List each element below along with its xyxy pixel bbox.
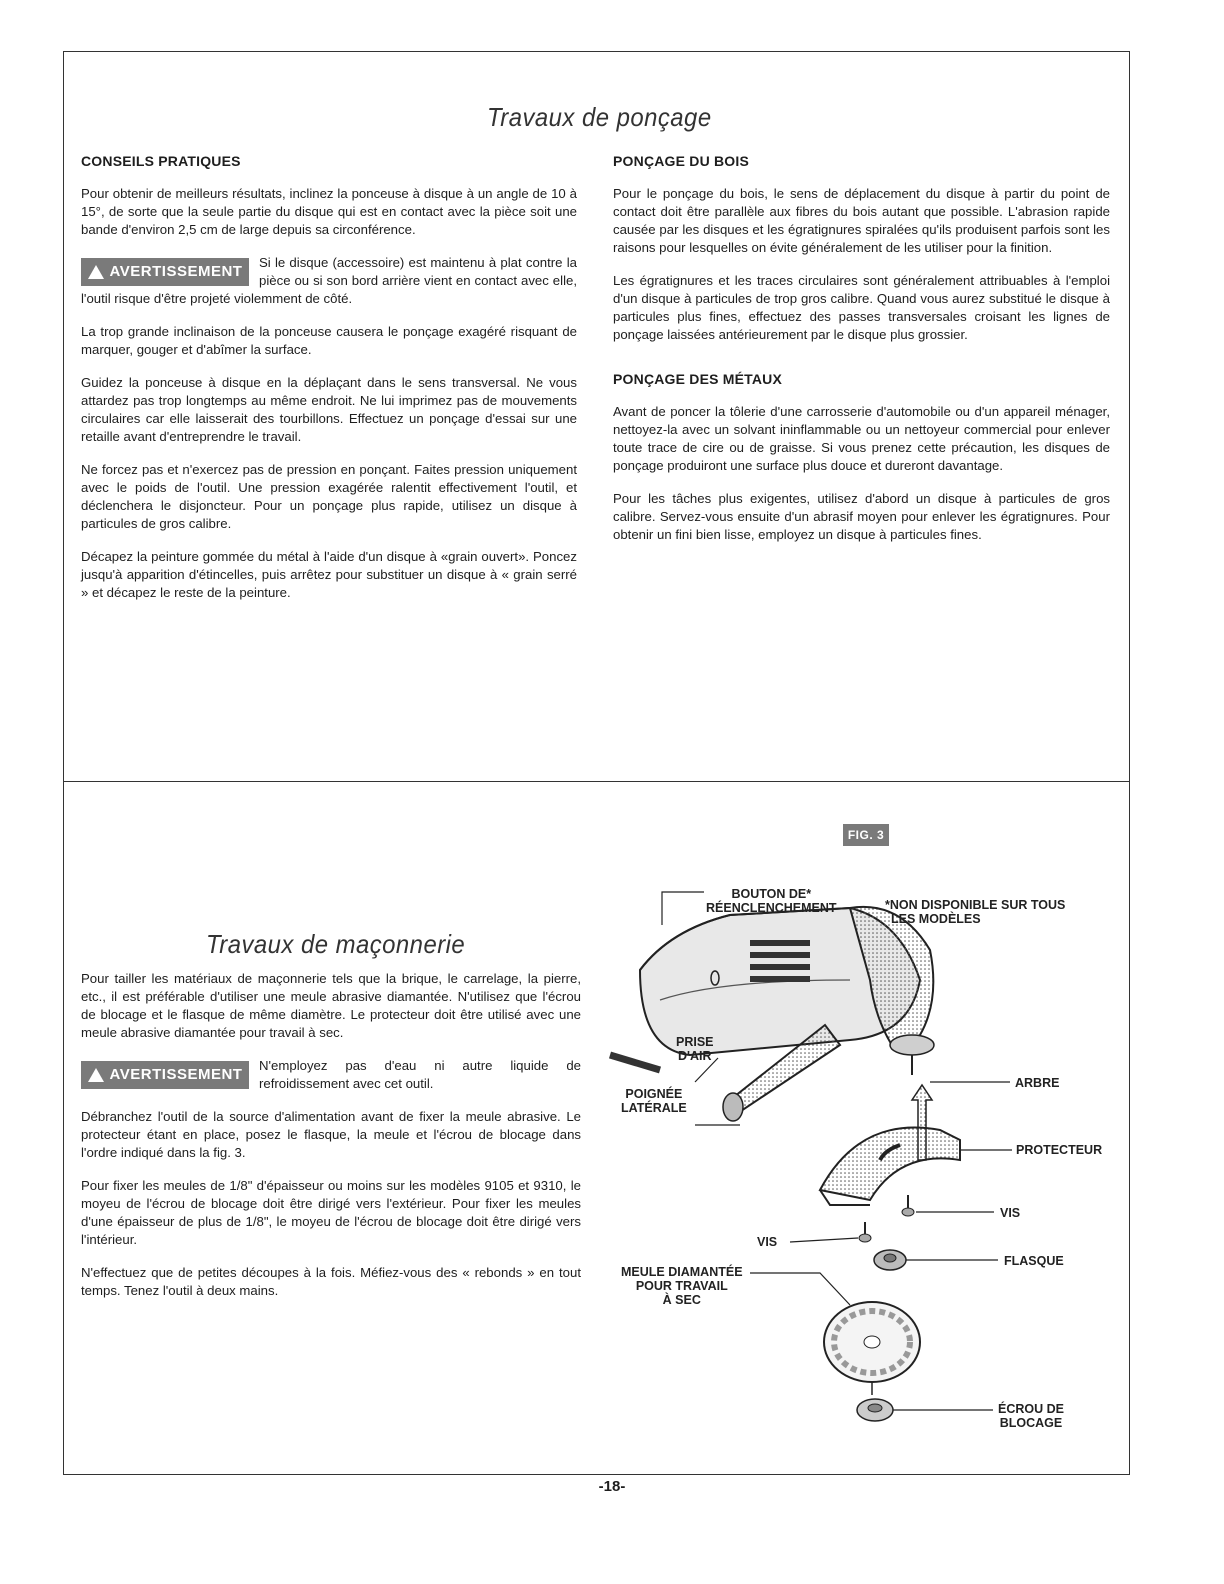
metal-paragraph-1: Avant de poncer la tôlerie d'une carrosserie d'automobile ou d'un appareil ménager, nettoyez-la avec un solvant ininflammable ou un nettoyeur commercial pour enlever toute trace de cire ou de graisse. Si vous prenez cette précaution, les disques de ponçage produiront une surface plus douce et dureront davantage. [613, 404, 1110, 473]
metal-heading: PONÇAGE DES MÉTAUX [613, 371, 783, 387]
warning-triangle-icon [88, 1068, 104, 1082]
air-intake-label-line-1: PRISE [676, 1035, 714, 1049]
sanding-left-column [81, 152, 577, 617]
masonry-title: Travaux de maçonnerie [206, 929, 466, 959]
diamond-wheel-label-line-2: POUR TRAVAIL [635, 1279, 728, 1293]
masonry-column [81, 970, 581, 1315]
screw-left-icon [859, 1222, 871, 1242]
reset-button-label-line-2: RÉENCLENCHEMENT [706, 901, 837, 915]
warning-badge-label: AVERTISSEMENT [109, 1066, 243, 1083]
lock-nut-icon [857, 1399, 893, 1421]
side-handle-label-line-2: LATÉRALE [621, 1101, 687, 1115]
lock-nut-label [998, 1402, 1064, 1430]
masonry-paragraph-4: N'effectuez que de petites découpes à la fois. Méfiez-vous des « rebonds » en tout temps. Tenez l'outil à deux mains. [81, 1265, 581, 1298]
figure-badge: FIG. 3 [843, 824, 889, 846]
sanding-warning [81, 254, 577, 308]
tips-paragraph-3: Guidez la ponceuse à disque en la déplaçant dans le sens transversal. Ne vous attardez pas trop longtemps au même endroit. Ne lui imprimez pas de mouvements circulaires car elle laisserait des tourbillons. Effectuez un ponçage d'essai sur une retaille avant d'entreprendre le travail. [81, 375, 577, 444]
side-handle-label [621, 1087, 687, 1115]
warning-text: Si le disque (accessoire) est maintenu à plat contre la pièce ou si son bord arrière vient en contact avec elle, l'outil risque d'être projeté violemment de côté. [81, 255, 577, 306]
tips-paragraph-2: La trop grande inclinaison de la ponceuse causera le ponçage exagéré risquant de marquer, gouger et d'abîmer la surface. [81, 324, 577, 357]
tips-paragraph-5: Décapez la peinture gommée du métal à l'aide d'un disque à «grain ouvert». Poncez jusqu'à apparition d'étincelles, puis arrêtez pour substituer un disque à « grain serré » et décapez le reste de la peinture. [81, 549, 577, 600]
masonry-paragraph-3: Pour fixer les meules de 1/8" d'épaisseur ou moins sur les modèles 9105 et 9310, le moyeu de l'écrou de blocage doit être dirigé vers l'extérieur. Pour fixer les meules d'une épaisseur de plus de 1/8", le moyeu de l'écrou de blocage doit être dirigé vers l'intérieur. [81, 1178, 581, 1247]
wood-paragraph-1: Pour le ponçage du bois, le sens de déplacement du disque à partir du point de contact doit être parallèle aux fibres du bois autant que possible. L'abrasion rapide causée par les disques et les égratignures spiralées qu'ils produisent parfois sont les raisons pour lesquelles on évite généralement de les utiliser pour la finition. [613, 186, 1110, 255]
warning-badge [81, 1061, 249, 1089]
diamond-wheel-label-line-3: À SEC [662, 1293, 701, 1307]
sanding-title: Travaux de ponçage [487, 102, 712, 132]
warning-badge-label: AVERTISSEMENT [109, 263, 243, 280]
availability-note-line-2: LES MODÈLES [891, 912, 981, 926]
warning-badge [81, 258, 249, 286]
flange-label: FLASQUE [1004, 1254, 1064, 1268]
warning-triangle-icon [88, 265, 104, 279]
reset-button-label-line-1: BOUTON DE* [731, 887, 812, 901]
tips-paragraph-1: Pour obtenir de meilleurs résultats, inclinez la ponceuse à disque à un angle de 10 à 15°, de sorte que la seule partie du disque qui est en contact avec la pièce soit une bande d'environ 2,5 cm de large depuis sa circonférence. [81, 186, 577, 237]
wood-paragraph-2: Les égratignures et les traces circulaires sont généralement attribuables à l'emploi d'un disque à particules de trop gros calibre. Quand vous aurez substitué le disque à particules plus fines, effectuez des passes transversales croisant les lignes de ponçage laissées antérieurement par le disque plus grossier. [613, 273, 1110, 342]
availability-note [885, 898, 1065, 926]
diamond-wheel-label-line-1: MEULE DIAMANTÉE [621, 1265, 743, 1279]
masonry-paragraph-1: Pour tailler les matériaux de maçonnerie tels que la brique, le carrelage, la pierre, etc., il est préférable d'utiliser une meule abrasive diamantée. N'utilisez que l'écrou de blocage et le flasque de même diamètre. Le protecteur doit être utilisé avec une meule abrasive diamantée pour travail à sec. [81, 971, 581, 1040]
screw-right-label: VIS [1000, 1206, 1021, 1220]
side-handle-label-line-1: POIGNÉE [625, 1087, 683, 1101]
sanding-right-column [613, 152, 1110, 559]
warning-text: N'employez pas d'eau ni autre liquide de refroidissement avec cet outil. [259, 1058, 581, 1091]
masonry-warning [81, 1057, 581, 1093]
page-number: -18- [598, 1478, 626, 1495]
availability-note-line-1: *NON DISPONIBLE SUR TOUS [885, 898, 1066, 912]
guard-icon [820, 1128, 960, 1206]
air-intake-label [676, 1035, 714, 1063]
screw-right-icon [902, 1195, 914, 1216]
screw-left-label: VIS [757, 1235, 778, 1249]
section-divider [63, 781, 1130, 782]
grinder-body-icon [640, 907, 934, 1055]
masonry-paragraph-2: Débranchez l'outil de la source d'alimentation avant de fixer la meule abrasive. Le protecteur étant en place, posez le flasque, la meule et l'écrou de blocage dans l'ordre indiqué dans la fig. 3. [81, 1109, 581, 1160]
wood-heading: PONÇAGE DU BOIS [613, 153, 750, 169]
diamond-wheel-icon [824, 1302, 920, 1382]
spindle-label: ARBRE [1015, 1076, 1060, 1090]
tips-heading: CONSEILS PRATIQUES [81, 153, 241, 169]
flange-icon [874, 1250, 906, 1270]
metal-paragraph-2: Pour les tâches plus exigentes, utilisez d'abord un disque à particules de gros calibre. Servez-vous ensuite d'un abrasif moyen pour enlever les égratignures. Pour obtenir un fini bien lisse, employez un disque à particules fines. [613, 491, 1110, 542]
lock-nut-label-line-1: ÉCROU DE [998, 1402, 1064, 1416]
tips-paragraph-4: Ne forcez pas et n'exercez pas de pression en ponçant. Faites pression uniquement avec le poids de l'outil. Une pression exagérée ralentit effectivement l'outil, et déclenchera le disjoncteur. Pour un ponçage plus rapide, utilisez un disque à particules de gros calibre. [81, 462, 577, 531]
lock-nut-label-line-2: BLOCAGE [999, 1416, 1063, 1430]
power-cord-icon [610, 1055, 660, 1070]
guard-label: PROTECTEUR [1016, 1143, 1103, 1157]
reset-button-label [706, 887, 837, 915]
diamond-wheel-label [621, 1265, 743, 1307]
air-intake-label-line-2: D'AIR [677, 1049, 712, 1063]
